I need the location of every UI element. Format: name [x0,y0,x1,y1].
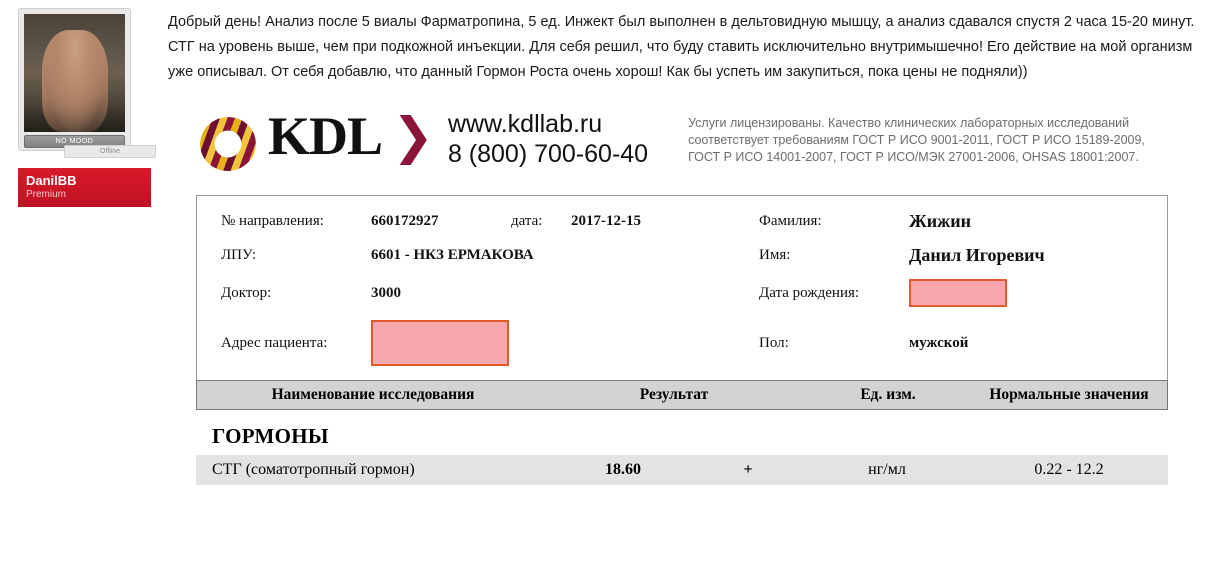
patient-info-box [196,195,1168,380]
avatar-status-badge: Offline [64,145,156,158]
table-row [197,315,1167,374]
table-row [197,274,1167,315]
lab-report-document [196,103,1168,485]
author-rank: Premium [26,189,67,200]
referral-value: 660172927 [371,213,439,229]
author-name-plate[interactable] [18,168,151,207]
column-header-norm: Нормальные значения [989,386,1149,403]
sex-label: Пол: [759,334,789,351]
result-name: СТГ (соматотропный гормон) [212,461,415,478]
post-author-column [0,0,160,571]
avatar-image[interactable] [24,14,125,132]
firstname-label: Имя: [759,247,791,263]
table-row [197,240,1167,274]
avatar-frame[interactable] [18,8,131,151]
clinic-value: 6601 - НКЗ ЕРМАКОВА [371,247,534,263]
swoosh-icon: ❯ [392,108,434,164]
brand-phone: 8 (800) 700-60-40 [447,140,649,168]
doctor-value: 3000 [371,284,401,301]
redaction-box [909,279,1007,307]
result-value: 18.60 [605,461,641,478]
surname-label: Фамилия: [759,213,822,229]
referral-label: № направления: [221,213,324,229]
date-label: дата: [511,213,543,229]
brand-website[interactable]: www.kdllab.ru [447,110,603,138]
column-header-name: Наименование исследования [271,386,475,403]
page-right-gutter [1223,0,1227,571]
surname-value: Жижин [909,211,971,231]
post-body-text: Добрый день! Анализ после 5 виалы Фарматропина, 5 ед. Инжект был выполнен в дельтовидную мышцу, а анализ сдавался спустя 2 часа 15-20 минут. СТГ на уровень выше, чем при подкожной инъекции. Для себя решил, что буду ставить исключительно внутримышечно! Его действие на мой организм уже описывал. От себя добавлю, что данный Гормон Роста очень хорош! Как бы успеть им закупиться, пока цены не подняли)) [168,14,1195,80]
kdl-wordmark: KDL [268,106,383,166]
brand-contacts [448,107,648,169]
address-label: Адрес пациента: [221,334,328,351]
address-value-redacted [371,315,741,374]
result-unit: нг/мл [868,461,906,478]
results-table-header [196,380,1168,410]
sex-value: мужской [909,334,969,351]
column-header-result: Результат [639,386,709,403]
license-note: Услуги лицензированы. Качество клинических лабораторных исследований соответствует требованиям ГОСТ Р ИСО 9001-2011, ГОСТ Р ИСО 15189-2009, ГОСТ Р ИСО 14001-2007, ГОСТ Р ИСО/МЭК 27001-2006, OHSAS 18001:2007. [688,116,1145,164]
author-username[interactable]: DanilBB [26,173,77,188]
kdl-logo-icon [196,113,262,175]
results-section-title: ГОРМОНЫ [212,424,329,448]
post-content-column [160,0,1227,571]
avatar-mood-badge: NO MOOD [24,135,125,148]
doctor-label: Доктор: [221,284,272,301]
firstname-value: Данил Игоревич [909,245,1045,265]
column-header-unit: Ед. изм. [860,386,916,403]
table-row [197,206,1167,240]
report-header [196,103,1168,185]
table-row [196,455,1168,485]
birth-label: Дата рождения: [759,284,860,301]
patient-info-table [197,206,1167,374]
birth-value-redacted [909,274,1167,315]
clinic-label: ЛПУ: [221,247,257,263]
date-value: 2017-12-15 [571,213,641,229]
result-flag: + [743,461,753,478]
redaction-box [371,320,509,366]
result-norm: 0.22 - 12.2 [1034,461,1104,478]
